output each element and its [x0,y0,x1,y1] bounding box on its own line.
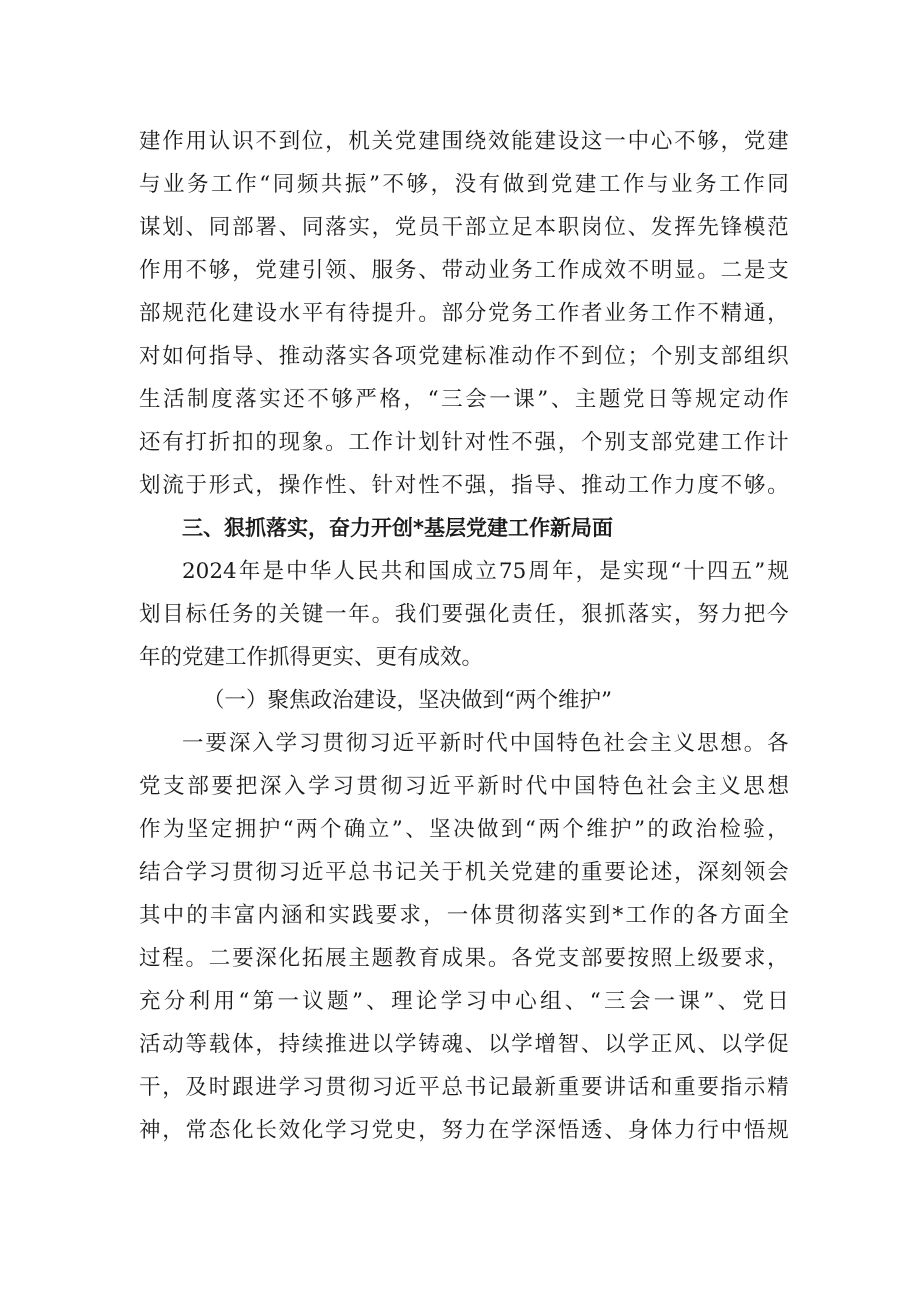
text-line: 部 规 范 化 建 设 水 平 有 待 提 升 。 部 分 党 务 工 作 者 业 务 工 作 不 精 通 ， [139,301,789,326]
text-line: 充 分 利 用 “ 第 一 议 题 ” 、 理 论 学 习 中 心 组 、 “ 三 会 一 课 ” 、 党 日 [139,989,789,1014]
section-heading: 三、狠抓落实，奋力开创*基层党建工作新局面 [182,516,613,540]
text-line: 党 支 部 要 把 深 入 学 习 贯 彻 习 近 平 新 时 代 中 国 特 色 社 会 主 义 思 想 [139,774,789,799]
sub-heading: （一）聚焦政治建设，坚决做到“两个维护” [203,688,612,713]
text-line: 与 业 务 工 作 “ 同 频 共 振 ” 不 够 ， 没 有 做 到 党 建 工 作 与 业 务 工 作 同 [139,172,789,197]
text-line: 年的党建工作抓得更实、更有成效。 [139,645,484,670]
text-line: 作 为 坚 定 拥 护 “ 两 个 确 立 ” 、 坚 决 做 到 “ 两 个 维 护 ” 的 政 治 检 验 ， [139,817,789,842]
text-line: 结 合 学 习 贯 彻 习 近 平 总 书 记 关 于 机 关 党 建 的 重 要 论 述 ， 深 刻 领 会 [139,860,789,885]
paragraph-2 [139,550,789,679]
text-line: 划 流 于 形 式 ， 操 作 性 、 针 对 性 不 强 ， 指 导 、 推 动 工 作 力 度 不 够 。 [139,473,789,498]
text-line: 干 ， 及 时 跟 进 学 习 贯 彻 习 近 平 总 书 记 最 新 重 要 讲 话 和 重 要 指 示 精 [139,1075,789,1100]
text-line: 一 要 深 入 学 习 贯 彻 习 近 平 新 时 代 中 国 特 色 社 会 主 义 思 想 。 各 [182,731,789,756]
text-line: 作 用 不 够 ， 党 建 引 领 、 服 务 、 带 动 业 务 工 作 成 效 不 明 显 。 二 是 支 [139,258,789,283]
text-line: 建 作 用 认 识 不 到 位 ， 机 关 党 建 围 绕 效 能 建 设 这 一 中 心 不 够 ， 党 建 [139,129,789,154]
text-line: 划 目 标 任 务 的 关 键 一 年 。 我 们 要 强 化 责 任 ， 狠 抓 落 实 ， 努 力 把 今 [139,602,789,627]
text-line: 还 有 打 折 扣 的 现 象 。 工 作 计 划 针 对 性 不 强 ， 个 别 支 部 党 建 工 作 计 [139,430,789,455]
text-line: 过 程 。 二 要 深 化 拓 展 主 题 教 育 成 果 。 各 党 支 部 要 按 照 上 级 要 求 ， [139,946,789,971]
text-line: 谋 划 、 同 部 署 、 同 落 实 ， 党 员 干 部 立 足 本 职 岗 位 、 发 挥 先 锋 模 范 [139,215,789,240]
text-line: 活 动 等 载 体 ， 持 续 推 进 以 学 铸 魂 、 以 学 增 智 、 以 学 正 风 、 以 学 促 [139,1032,789,1057]
paragraph-3 [139,722,789,1152]
document-body [139,120,789,1152]
text-line: 生 活 制 度 落 实 还 不 够 严 格 ， “ 三 会 一 课 ” 、 主 题 党 日 等 规 定 动 作 [139,387,789,412]
text-line: 神 ， 常 态 化 长 效 化 学 习 党 史 ， 努 力 在 学 深 悟 透 、 身 体 力 行 中 悟 规 [139,1118,789,1143]
text-line: 对 如 何 指 导 、 推 动 落 实 各 项 党 建 标 准 动 作 不 到 位 ； 个 别 支 部 组 织 [139,344,789,369]
text-line: 2024 年 是 中 华 人 民 共 和 国 成 立 75 周 年 ， 是 实 现 “ 十 四 五 ” 规 [182,559,789,584]
text-line: 其 中 的 丰 富 内 涵 和 实 践 要 求 ， 一 体 贯 彻 落 实 到 * 工 作 的 各 方 面 全 [139,903,789,928]
paragraph-1 [139,120,789,507]
